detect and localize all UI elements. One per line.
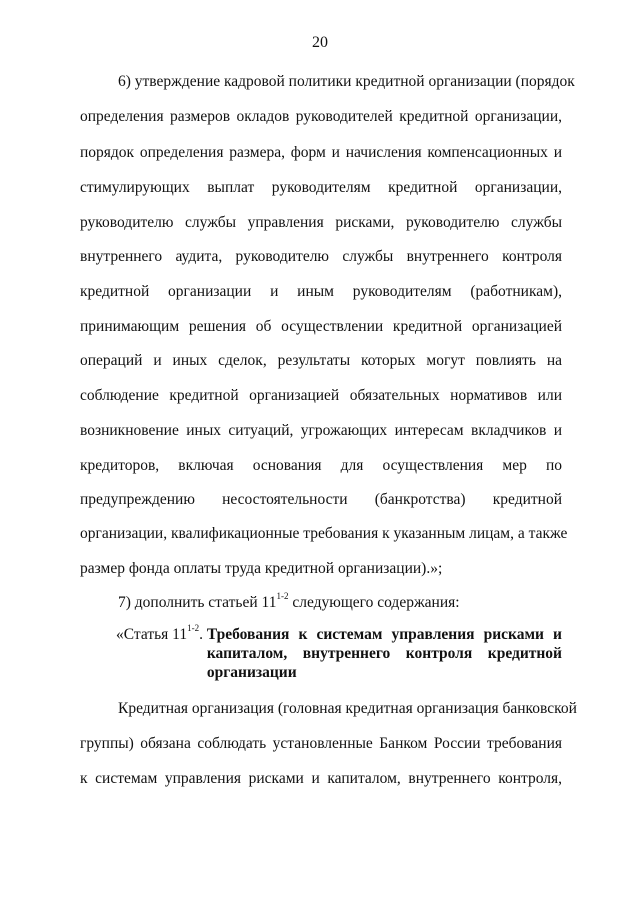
paragraph-line: к системам управления рисками и капиталом, внутреннего контроля,	[80, 770, 562, 787]
article-label: «Статья 11	[116, 626, 188, 643]
paragraph-7	[118, 590, 562, 613]
paragraph-7-text: 7) дополнить статьей 11	[118, 594, 277, 611]
paragraph-line: организации, квалификационные требования к указанным лицам, а также	[80, 525, 568, 542]
article-heading	[116, 622, 562, 682]
paragraph-7-text-end: следующего содержания:	[288, 594, 460, 611]
paragraph-line: возникновение иных ситуаций, угрожающих интересам вкладчиков и	[80, 422, 562, 439]
paragraph-line: кредитной организации и иным руководителям (работникам),	[80, 283, 562, 300]
article-title-line: капиталом, внутреннего контроля кредитной	[206, 645, 562, 662]
paragraph-line: принимающим решения об осуществлении кредитной организацией	[80, 318, 562, 335]
superscript: 1-2	[276, 590, 289, 601]
page-number: 20	[312, 34, 328, 51]
superscript: 1-2	[187, 622, 200, 633]
paragraph-line: соблюдение кредитной организацией обязательных нормативов или	[80, 387, 562, 404]
article-title-line: Требования к системам управления рисками и	[206, 626, 562, 643]
article-label-end: .	[199, 626, 207, 643]
paragraph-line: операций и иных сделок, результаты которых могут повлиять на	[80, 352, 562, 369]
paragraph-line: кредиторов, включая основания для осуществления мер по	[80, 457, 562, 474]
paragraph-line: определения размеров окладов руководителей кредитной организации,	[80, 108, 562, 125]
paragraph-line: порядок определения размера, форм и начисления компенсационных и	[80, 144, 562, 161]
article-prefix	[116, 622, 207, 682]
paragraph-line: группы) обязана соблюдать установленные Банком России требования	[80, 735, 562, 752]
paragraph-line: внутреннего аудита, руководителю службы внутреннего контроля	[80, 248, 562, 265]
paragraph-line: стимулирующих выплат руководителям кредитной организации,	[80, 179, 562, 196]
paragraph-line: руководителю службы управления рисками, руководителю службы	[80, 214, 562, 231]
article-title-line: организации	[206, 664, 297, 681]
paragraph-line: Кредитная организация (головная кредитная организация банковской	[118, 700, 577, 717]
paragraph-line: 6) утверждение кадровой политики кредитной организации (порядок	[118, 73, 575, 90]
paragraph-line: предупреждению несостоятельности (банкротства) кредитной	[80, 491, 562, 508]
paragraph-line: размер фонда оплаты труда кредитной организации).»;	[80, 560, 443, 577]
article-title	[207, 625, 562, 682]
